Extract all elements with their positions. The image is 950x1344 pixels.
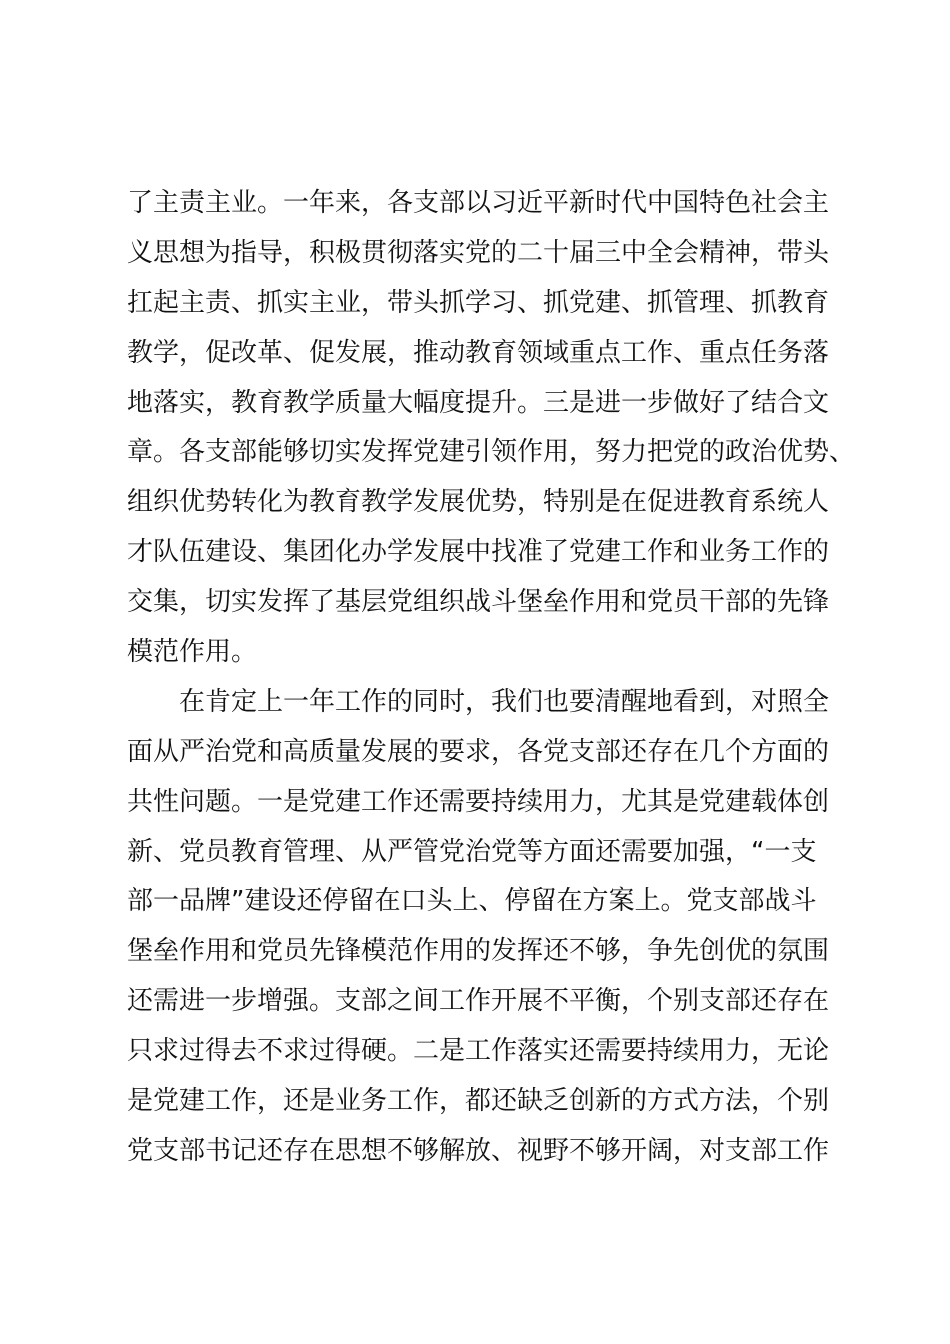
text-line: 模范作用。 <box>127 637 258 668</box>
text-line: 才队伍建设、集团化办学发展中找准了党建工作和业务工作的 <box>127 537 830 568</box>
body-text <box>127 179 856 1177</box>
text-line: 交集，切实发挥了基层党组织战斗堡垒作用和党员干部的先锋 <box>127 587 830 618</box>
text-line: 新、党员教育管理、从严管党治党等方面还需要加强，“一支 <box>127 836 817 867</box>
text-line: 面从严治党和高质量发展的要求，各党支部还存在几个方面的 <box>127 736 830 767</box>
paragraph-first-line: 在肯定上一年工作的同时，我们也要清醒地看到，对照全 <box>179 686 830 717</box>
text-line: 只求过得去不求过得硬。二是工作落实还需要持续用力，无论 <box>127 1036 830 1067</box>
text-line: 了主责主业。一年来，各支部以习近平新时代中国特色社会主 <box>127 188 830 218</box>
text-line: 章。各支部能够切实发挥党建引领作用，努力把党的政治优势、 <box>127 437 856 468</box>
text-line: 共性问题。一是党建工作还需要持续用力，尤其是党建载体创 <box>127 786 830 817</box>
text-line: 是党建工作，还是业务工作，都还缺乏创新的方式方法，个别 <box>127 1086 830 1117</box>
text-line: 组织优势转化为教育教学发展优势，特别是在促进教育系统人 <box>127 487 830 518</box>
text-line: 地落实，教育教学质量大幅度提升。三是进一步做好了结合文 <box>127 387 830 418</box>
text-line: 教学，促改革、促发展，推动教育领域重点工作、重点任务落 <box>127 337 830 368</box>
text-line: 还需进一步增强。支部之间工作开展不平衡，个别支部还存在 <box>127 986 830 1017</box>
text-line: 部一品牌”建设还停留在口头上、停留在方案上。党支部战斗 <box>127 886 817 917</box>
text-line: 党支部书记还存在思想不够解放、视野不够开阔，对支部工作 <box>127 1135 830 1166</box>
text-line: 堡垒作用和党员先锋模范作用的发挥还不够，争先创优的氛围 <box>127 936 830 967</box>
text-line: 义思想为指导，积极贯彻落实党的二十届三中全会精神，带头 <box>127 237 830 268</box>
text-line: 扛起主责、抓实主业，带头抓学习、抓党建、抓管理、抓教育 <box>127 287 830 318</box>
